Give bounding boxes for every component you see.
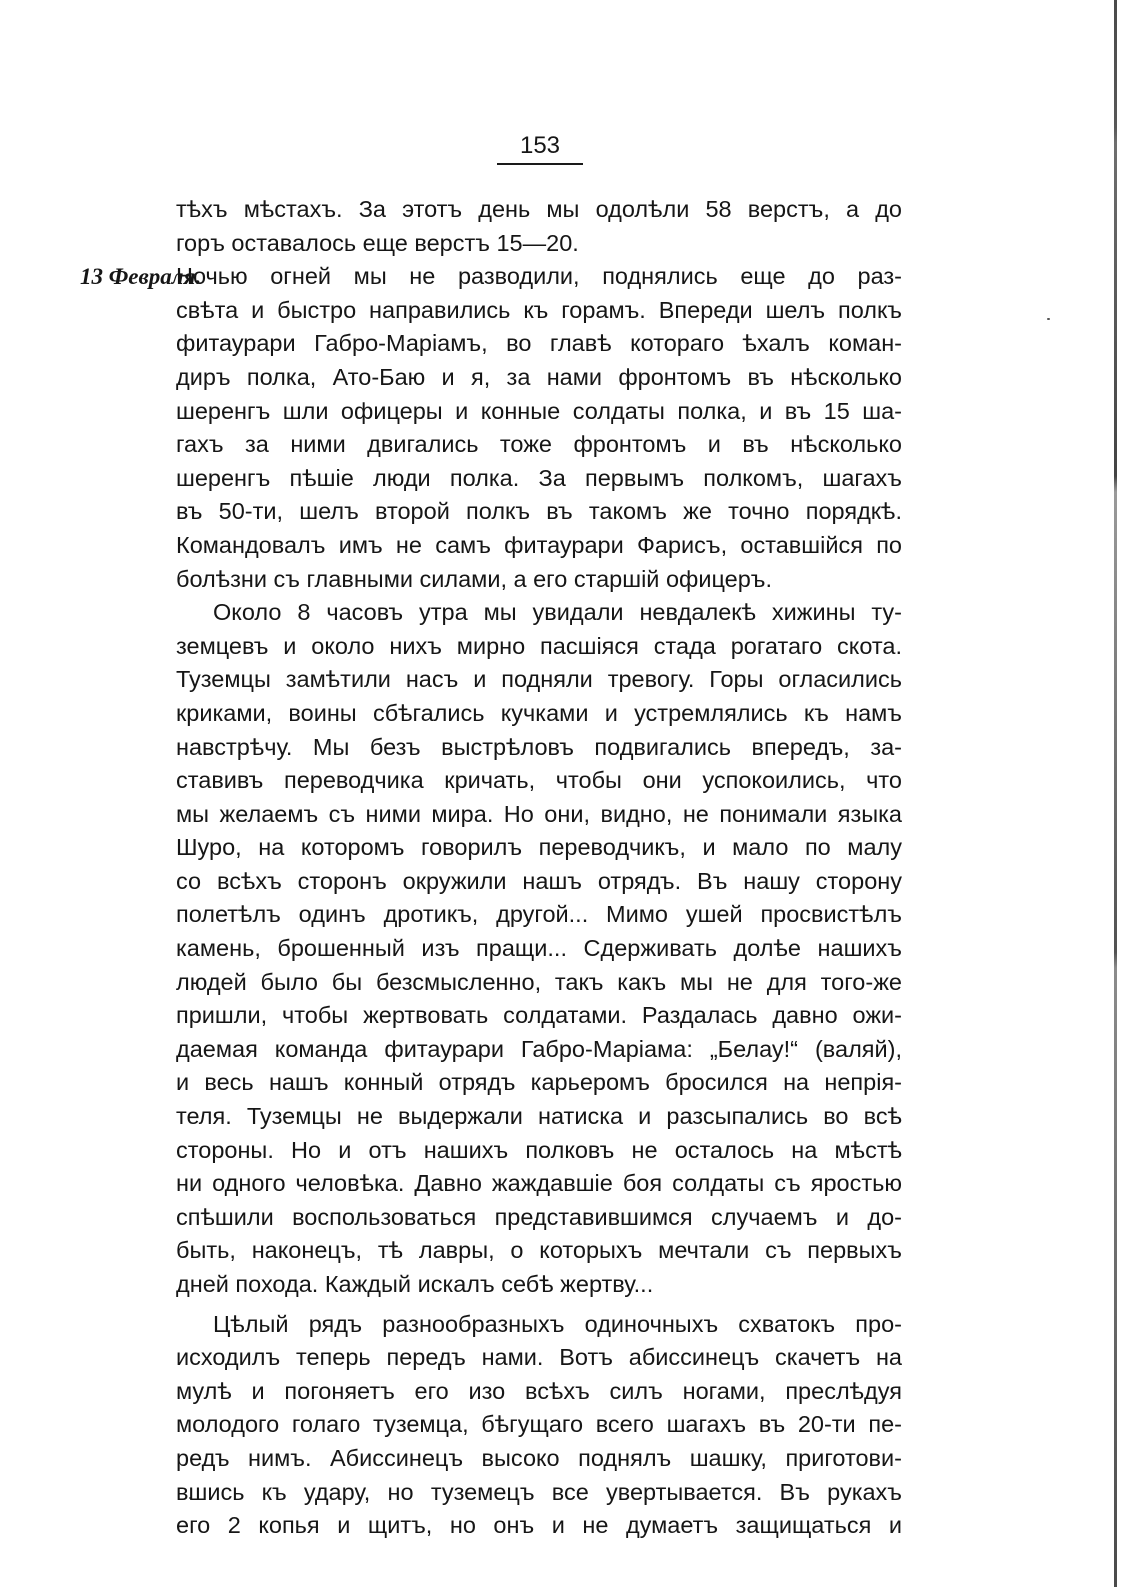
page-number-rule — [497, 163, 583, 165]
text-line: даемая команда фитаурари Габро-Маріама: „Белау!“ (валяй), — [176, 1035, 902, 1062]
text-line: шеренгъ шли офицеры и конные солдаты полка, и въ 15 ша- — [176, 397, 902, 424]
text-line: исходилъ теперь передъ нами. Вотъ абиссинецъ скачетъ на — [176, 1344, 902, 1371]
text-line: молодого голаго туземца, бѣгущаго всего шагахъ въ 20-ти пе- — [176, 1411, 902, 1438]
text-line: земцевъ и около нихъ мирно пасшіяся стада рогатаго скота. — [176, 632, 902, 659]
text-line: быть, наконецъ, тѣ лавры, о которыхъ мечтали съ первыхъ — [176, 1237, 902, 1264]
scan-edge-shadow — [1114, 0, 1117, 1587]
text-line: фитаурари Габро-Маріамъ, во главѣ котораго ѣхалъ коман- — [176, 330, 902, 357]
text-line: людей было бы безсмысленно, такъ какъ мы не для того-же — [176, 968, 902, 995]
text-line: редъ нимъ. Абиссинецъ высоко поднялъ шашку, приготови- — [176, 1444, 902, 1471]
text-line: свѣта и быстро направились къ горамъ. Впереди шелъ полкъ — [176, 296, 902, 323]
text-line: мулѣ и погоняетъ его изо всѣхъ силъ ногами, преслѣдуя — [176, 1377, 902, 1404]
text-line: вшись къ удару, но туземецъ все увертывается. Въ рукахъ — [176, 1478, 902, 1505]
scan-speck — [1047, 318, 1050, 320]
text-line: криками, воины сбѣгались кучками и устремлялись къ намъ — [176, 699, 902, 726]
text-line: полетѣлъ одинъ дротикъ, другой... Мимо ушей просвистѣлъ — [176, 901, 902, 928]
text-line: гахъ за ними двигались тоже фронтомъ и въ нѣсколько — [176, 431, 902, 458]
text-line: пришли, чтобы жертвовать солдатами. Раздалась давно ожи- — [176, 1002, 902, 1029]
text-line: со всѣхъ сторонъ окружили нашъ отрядъ. Въ нашу сторону — [176, 867, 902, 894]
text-line: тѣхъ мѣстахъ. За этотъ день мы одолѣли 58 верстъ, а до — [176, 196, 902, 222]
text-line: Шуро, на которомъ говорилъ переводчикъ, и мало по малу — [176, 834, 902, 861]
text-line: Ночью огней мы не разводили, поднялись еще до раз- — [176, 263, 902, 290]
text-line: Командовалъ имъ не самъ фитаурари Фарисъ, оставшійся по — [176, 531, 902, 558]
text-line: мы желаемъ съ ними мира. Но они, видно, не понимали языка — [176, 800, 902, 827]
text-line: спѣшили воспользоваться представившимся случаемъ и до- — [176, 1203, 902, 1230]
text-line: горъ оставалось еще верстъ 15—20. — [176, 229, 579, 256]
dated-entry — [80, 260, 902, 294]
text-line: ставивъ переводчика кричать, чтобы они успокоились, что — [176, 767, 902, 794]
text-line: ни одного человѣка. Давно жаждавшіе боя солдаты съ яростью — [176, 1170, 902, 1197]
text-line: болѣзни съ главными силами, а его старшій офицеръ. — [176, 565, 773, 592]
text-line: его 2 копья и щитъ, но онъ и не думаетъ защищаться и — [176, 1512, 902, 1539]
text-line: теля. Туземцы не выдержали натиска и разсыпались во всѣ — [176, 1103, 902, 1130]
text-line: Около 8 часовъ утра мы увидали невдалекѣ хижины ту- — [213, 599, 902, 626]
page-number: 153 — [519, 132, 561, 159]
text-line: диръ полка, Ато-Баю и я, за нами фронтомъ въ нѣсколько — [176, 363, 902, 390]
text-line: камень, брошенный изъ пращи... Сдерживать долѣе нашихъ — [176, 935, 902, 962]
body-text — [80, 193, 902, 1543]
text-line: шеренгъ пѣшіе люди полка. За первымъ полкомъ, шагахъ — [176, 464, 902, 491]
text-line: Цѣлый рядъ разнообразныхъ одиночныхъ схватокъ про- — [213, 1310, 902, 1337]
text-line: навстрѣчу. Мы безъ выстрѣловъ подвигались впередъ, за- — [176, 733, 902, 760]
text-line: дней похода. Каждый искалъ себѣ жертву... — [176, 1271, 654, 1297]
text-line: Туземцы замѣтили насъ и подняли тревогу. Горы огласились — [176, 666, 902, 693]
text-line: и весь нашъ конный отрядъ карьеромъ бросился на непрія- — [176, 1069, 902, 1096]
text-line: стороны. Но и отъ нашихъ полковъ не осталось на мѣстѣ — [176, 1136, 902, 1163]
margin-date: 13 Февраля. — [80, 264, 202, 290]
text-line: въ 50-ти, шелъ второй полкъ въ такомъ же точно порядкѣ. — [176, 498, 902, 525]
